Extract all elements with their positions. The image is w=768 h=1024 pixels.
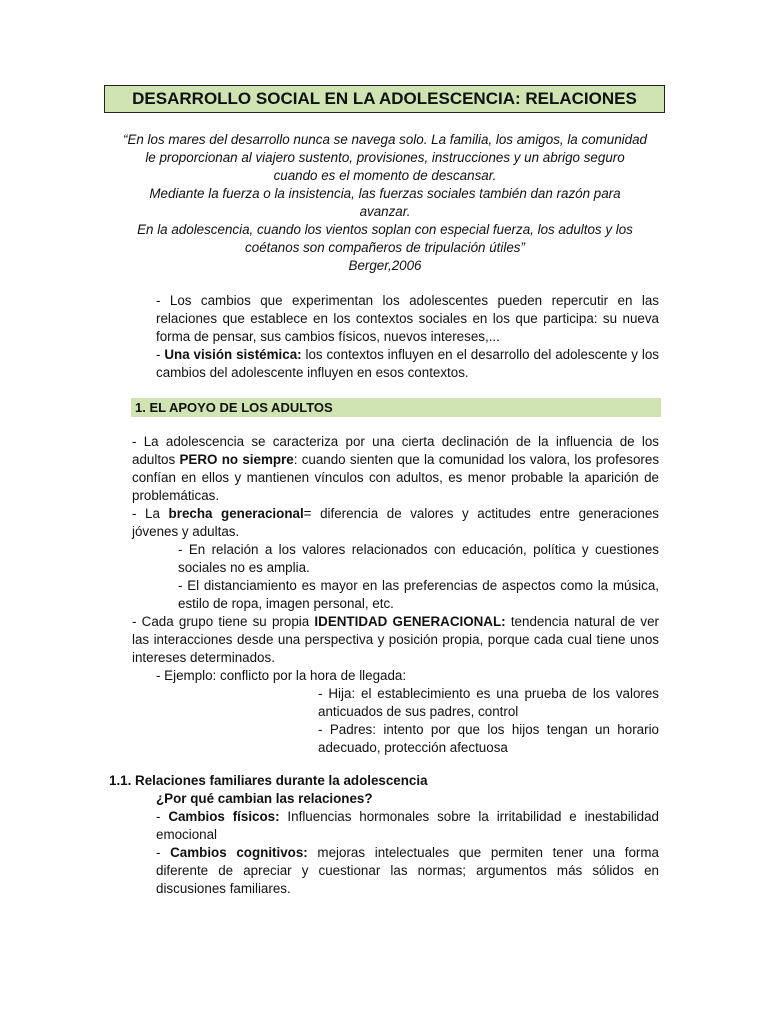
- paragraph-adolescence-influence: [132, 433, 659, 505]
- intro-paragraph-systemic: [156, 346, 659, 382]
- text-fragment: : cuando sienten que la comunidad los valora, los profesores confían en ellos y mantienen vínculos con adultos, es menor probable la aparición de problemáticas.: [132, 452, 660, 503]
- quote-line: coétanos son compañeros de tripulación útiles”: [245, 240, 525, 255]
- sub-point: - El distanciamiento es mayor en las preferencias de aspectos como la música, estilo de ropa, imagen personal, etc.: [178, 578, 659, 611]
- paragraph-generation-gap: [132, 505, 659, 541]
- text-fragment: - Cada grupo tiene su propia: [132, 614, 315, 629]
- text-fragment: -: [156, 809, 169, 824]
- text-fragment: - La: [132, 506, 169, 521]
- document-title: DESARROLLO SOCIAL EN LA ADOLESCENCIA: RELACIONES: [104, 85, 665, 113]
- text-fragment: tendencia natural de ver las interacciones desde una perspectiva y posición propia, porque cada cual tiene unos intereses determinados.: [132, 614, 659, 665]
- intro-paragraph: - Los cambios que experimentan los adolescentes pueden repercutir en las relaciones que establece en los contextos sociales en los que participa: su nueva forma de pensar, sus cambios físicos, nuevos intereses,...: [156, 293, 659, 344]
- quote-line: Mediante la fuerza o la insistencia, las fuerzas sociales también dan razón para: [149, 186, 621, 201]
- bold-term: brecha generacional: [168, 506, 304, 521]
- change-physical: [156, 808, 659, 844]
- quote-line: cuando es el momento de descansar.: [273, 168, 497, 183]
- quote-line: “En los mares del desarrollo nunca se navega solo. La familia, los amigos, la comunidad: [122, 132, 647, 147]
- section-heading-adult-support: 1. EL APOYO DE LOS ADULTOS: [131, 398, 661, 417]
- text-fragment: Influencias hormonales sobre la irritabilidad e inestabilidad emocional: [156, 809, 660, 842]
- bold-term: IDENTIDAD GENERACIONAL:: [314, 614, 506, 629]
- paragraph-generational-identity: [132, 613, 659, 667]
- bold-term: Una visión sistémica:: [164, 347, 302, 362]
- sub-point: - En relación a los valores relacionados con educación, política y cuestiones sociales no es amplia.: [178, 542, 659, 575]
- subsection-heading-family: 1.1. Relaciones familiares durante la adolescencia: [109, 773, 428, 788]
- quote-line: avanzar.: [359, 204, 411, 219]
- text-fragment: = diferencia de valores y actitudes entre generaciones jóvenes y adultas.: [132, 506, 659, 539]
- example-daughter: - Hija: el establecimiento es una prueba de los valores anticuados de sus padres, control: [318, 686, 659, 719]
- intro-paragraphs: [156, 292, 659, 382]
- section-body-adult-support: [132, 433, 659, 757]
- bold-term: Cambios físicos:: [168, 809, 280, 824]
- text-fragment: - La adolescencia se caracteriza por una cierta declinación de la influencia de los adultos: [132, 434, 659, 467]
- subsection-question: ¿Por qué cambian las relaciones?: [156, 791, 373, 806]
- text-fragment: los contextos influyen en el desarrollo del adolescente y los cambios del adolescente influyen en esos contextos.: [156, 347, 660, 380]
- example-line: - Ejemplo: conflicto por la hora de llegada:: [156, 668, 407, 683]
- text-fragment: -: [156, 347, 165, 362]
- bold-term: PERO no siempre: [179, 452, 294, 467]
- epigraph-quote: [110, 131, 660, 275]
- quote-author: Berger,2006: [348, 258, 422, 273]
- quote-line: En la adolescencia, cuando los vientos soplan con especial fuerza, los adultos y los: [137, 222, 633, 237]
- change-cognitive: [156, 844, 659, 898]
- bold-term: Cambios cognitivos:: [170, 845, 308, 860]
- changes-list: [156, 808, 659, 898]
- example-parents: - Padres: intento por que los hijos tengan un horario adecuado, protección afectuosa: [318, 722, 659, 755]
- text-fragment: mejoras intelectuales que permiten tener una forma diferente de apreciar y cuestionar las normas; argumentos más sólidos en discusiones familiares.: [156, 845, 659, 896]
- quote-line: le proporcionan al viajero sustento, provisiones, instrucciones y un abrigo seguro: [145, 150, 625, 165]
- text-fragment: -: [156, 845, 171, 860]
